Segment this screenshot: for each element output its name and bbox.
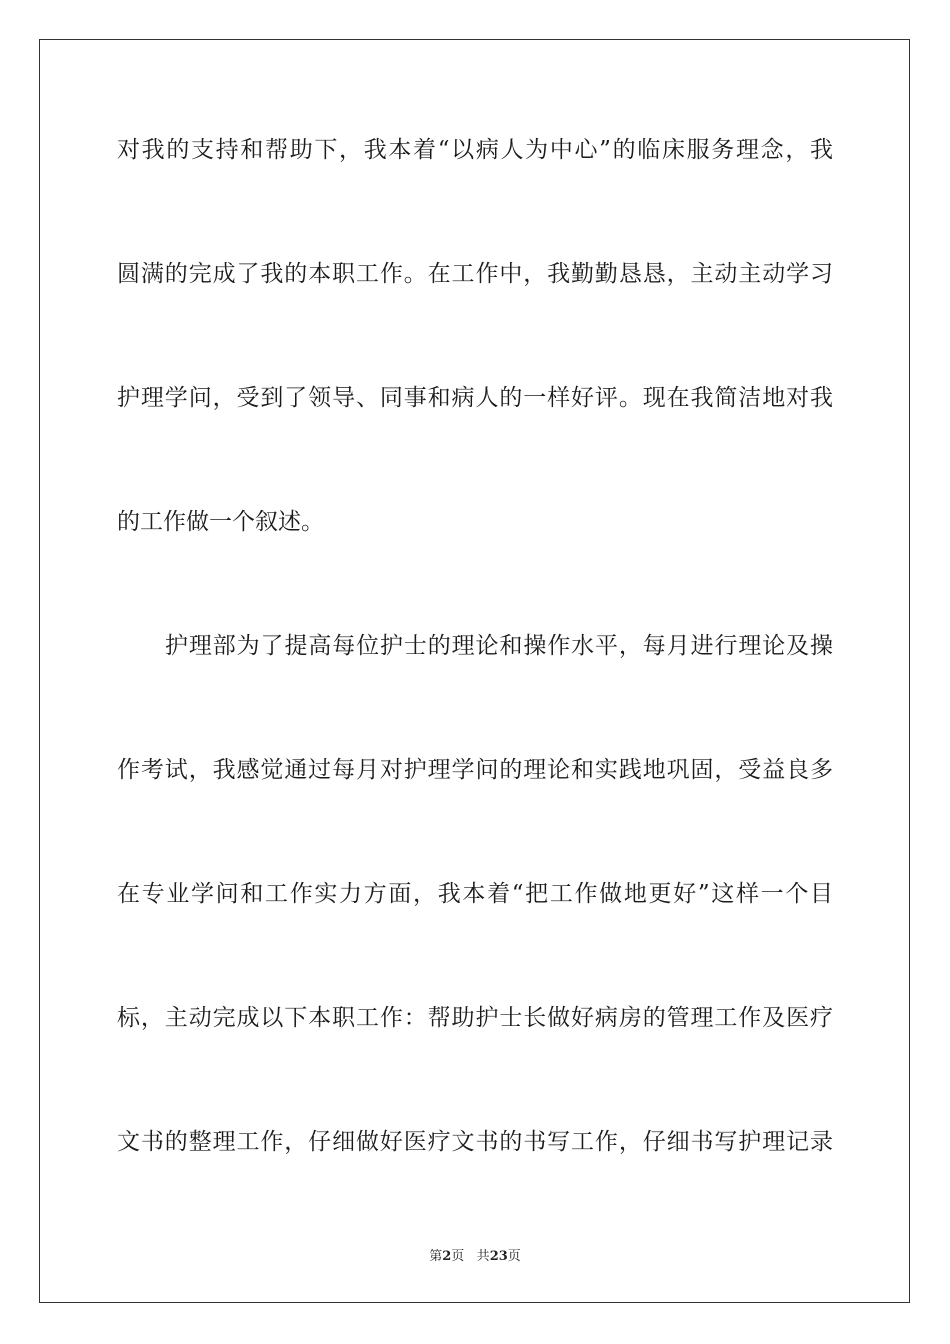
total-suffix: 页 bbox=[507, 1249, 521, 1264]
body-line-9: 文书的整理工作，仔细做好医疗文书的书写工作，仔细书写护理记录 bbox=[117, 1129, 833, 1155]
total-prefix: 共 bbox=[476, 1249, 490, 1264]
page-number: 2 bbox=[442, 1249, 452, 1264]
body-line-2: 圆满的完成了我的本职工作。在工作中，我勤勤恳恳，主动主动学习 bbox=[117, 261, 833, 287]
body-line-7: 在专业学问和工作实力方面，我本着“把工作做地更好”这样一个目 bbox=[117, 881, 833, 907]
page-border bbox=[39, 39, 910, 1303]
page-suffix: 页 bbox=[451, 1249, 465, 1264]
body-line-3: 护理学问，受到了领导、同事和病人的一样好评。现在我简洁地对我 bbox=[117, 385, 833, 411]
page-prefix: 第 bbox=[429, 1249, 443, 1264]
body-line-6: 作考试，我感觉通过每月对护理学问的理论和实践地巩固，受益良多 bbox=[117, 757, 833, 783]
body-line-8: 标，主动完成以下本职工作：帮助护士长做好病房的管理工作及医疗 bbox=[117, 1005, 833, 1031]
body-line-4: 的工作做一个叙述。 bbox=[117, 509, 324, 535]
body-line-1: 对我的支持和帮助下，我本着“以病人为中心”的临床服务理念，我 bbox=[117, 137, 833, 163]
body-line-5: 护理部为了提高每位护士的理论和操作水平，每月进行理论及操 bbox=[165, 633, 833, 659]
page-footer bbox=[0, 1249, 950, 1265]
total-pages: 23 bbox=[489, 1249, 508, 1264]
